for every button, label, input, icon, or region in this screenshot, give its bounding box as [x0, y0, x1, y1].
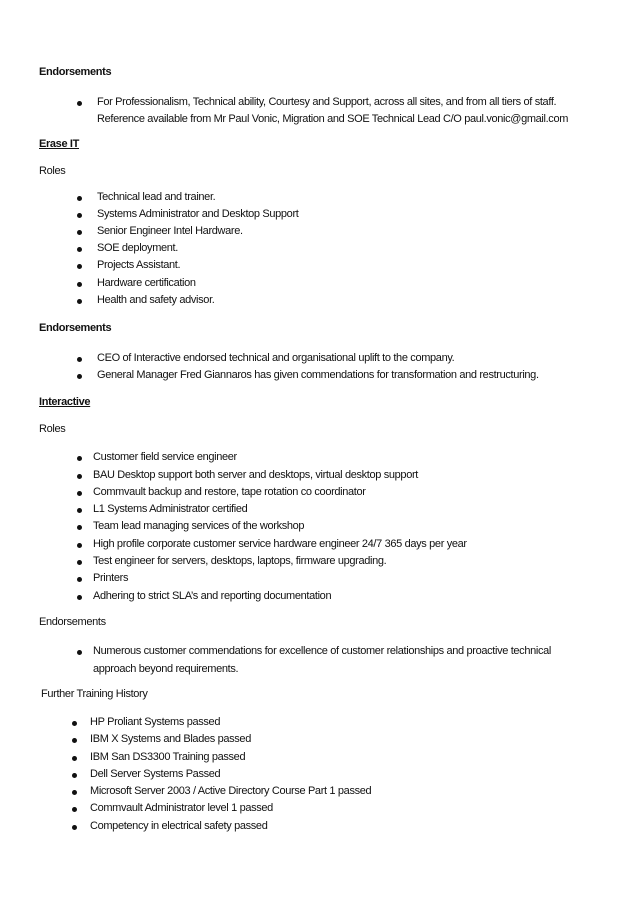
list-item-text: Customer field service engineer	[93, 451, 237, 463]
bullet-icon	[77, 299, 82, 304]
bullet-icon	[72, 721, 77, 726]
list-item-text: General Manager Fred Giannaros has given commendations for transformation and restructuring.	[97, 369, 539, 381]
list-item-text: SOE deployment.	[97, 242, 178, 254]
bullet-icon	[77, 196, 82, 201]
bullet-icon	[77, 374, 82, 379]
bullet-icon	[77, 650, 82, 655]
list-item-text: Dell Server Systems Passed	[90, 768, 221, 780]
bullet-icon	[77, 491, 82, 496]
list-item-text: Numerous customer commendations for excellence of customer relationships and proactive technical	[93, 645, 551, 657]
bullet-icon	[72, 807, 77, 812]
bullet-icon	[77, 595, 82, 600]
list-item-text: Technical lead and trainer.	[97, 191, 216, 203]
section-heading-erase-it: Erase IT	[39, 138, 80, 150]
section-subheading-roles: Roles	[39, 165, 66, 177]
list-item-text: IBM San DS3300 Training passed	[90, 751, 246, 763]
section-heading-further-training-history: Further Training History	[41, 688, 148, 700]
bullet-icon	[77, 282, 82, 287]
list-item-text: For Professionalism, Technical ability, Courtesy and Support, across all sites, and from all tiers of staff.	[97, 96, 557, 108]
list-item-text: Systems Administrator and Desktop Support	[97, 208, 299, 220]
list-item-text: Team lead managing services of the workshop	[93, 520, 305, 532]
section-heading-interactive: Interactive	[39, 396, 91, 408]
bullet-icon	[77, 230, 82, 235]
bullet-icon	[77, 213, 82, 218]
list-item-text: Projects Assistant.	[97, 259, 181, 271]
bullet-icon	[77, 101, 82, 106]
bullet-icon	[72, 825, 77, 830]
section-heading-endorsements: Endorsements	[39, 616, 106, 628]
bullet-icon	[77, 357, 82, 362]
list-item-text: IBM X Systems and Blades passed	[90, 733, 251, 745]
list-item-text: High profile corporate customer service hardware engineer 24/7 365 days per year	[93, 538, 467, 550]
list-item-text: Senior Engineer Intel Hardware.	[97, 225, 243, 237]
bullet-icon	[77, 508, 82, 513]
section-heading-endorsements: Endorsements	[39, 66, 112, 78]
bullet-icon	[77, 474, 82, 479]
list-item-text: Test engineer for servers, desktops, laptops, firmware upgrading.	[93, 555, 387, 567]
bullet-icon	[77, 525, 82, 530]
bullet-icon	[77, 577, 82, 582]
bullet-icon	[72, 773, 77, 778]
list-item-text: Microsoft Server 2003 / Active Directory Course Part 1 passed	[90, 785, 372, 797]
section-subheading-roles: Roles	[39, 423, 66, 435]
list-item-text: Competency in electrical safety passed	[90, 820, 268, 832]
bullet-icon	[72, 756, 77, 761]
list-item-text: Health and safety advisor.	[97, 294, 215, 306]
bullet-icon	[77, 560, 82, 565]
list-item-text: Adhering to strict SLA’s and reporting documentation	[93, 590, 332, 602]
list-item-text: Commvault backup and restore, tape rotation co coordinator	[93, 486, 366, 498]
bullet-icon	[77, 543, 82, 548]
list-item-text: BAU Desktop support both server and desktops, virtual desktop support	[93, 469, 418, 481]
bullet-icon	[77, 247, 82, 252]
list-item-text-continued: Reference available from Mr Paul Vonic, Migration and SOE Technical Lead C/O paul.vonic@gmail.com	[97, 113, 569, 125]
bullet-icon	[77, 456, 82, 461]
bullet-icon	[72, 738, 77, 743]
section-heading-endorsements: Endorsements	[39, 322, 112, 334]
bullet-icon	[77, 264, 82, 269]
list-item-text: Hardware certification	[97, 277, 196, 289]
list-item-text: L1 Systems Administrator certified	[93, 503, 248, 515]
list-item-text-continued: approach beyond requirements.	[93, 663, 239, 675]
list-item-text: HP Proliant Systems passed	[90, 716, 221, 728]
list-item-text: CEO of Interactive endorsed technical and organisational uplift to the company.	[97, 352, 455, 364]
list-item-text: Printers	[93, 572, 129, 584]
bullet-icon	[72, 790, 77, 795]
list-item-text: Commvault Administrator level 1 passed	[90, 802, 273, 814]
